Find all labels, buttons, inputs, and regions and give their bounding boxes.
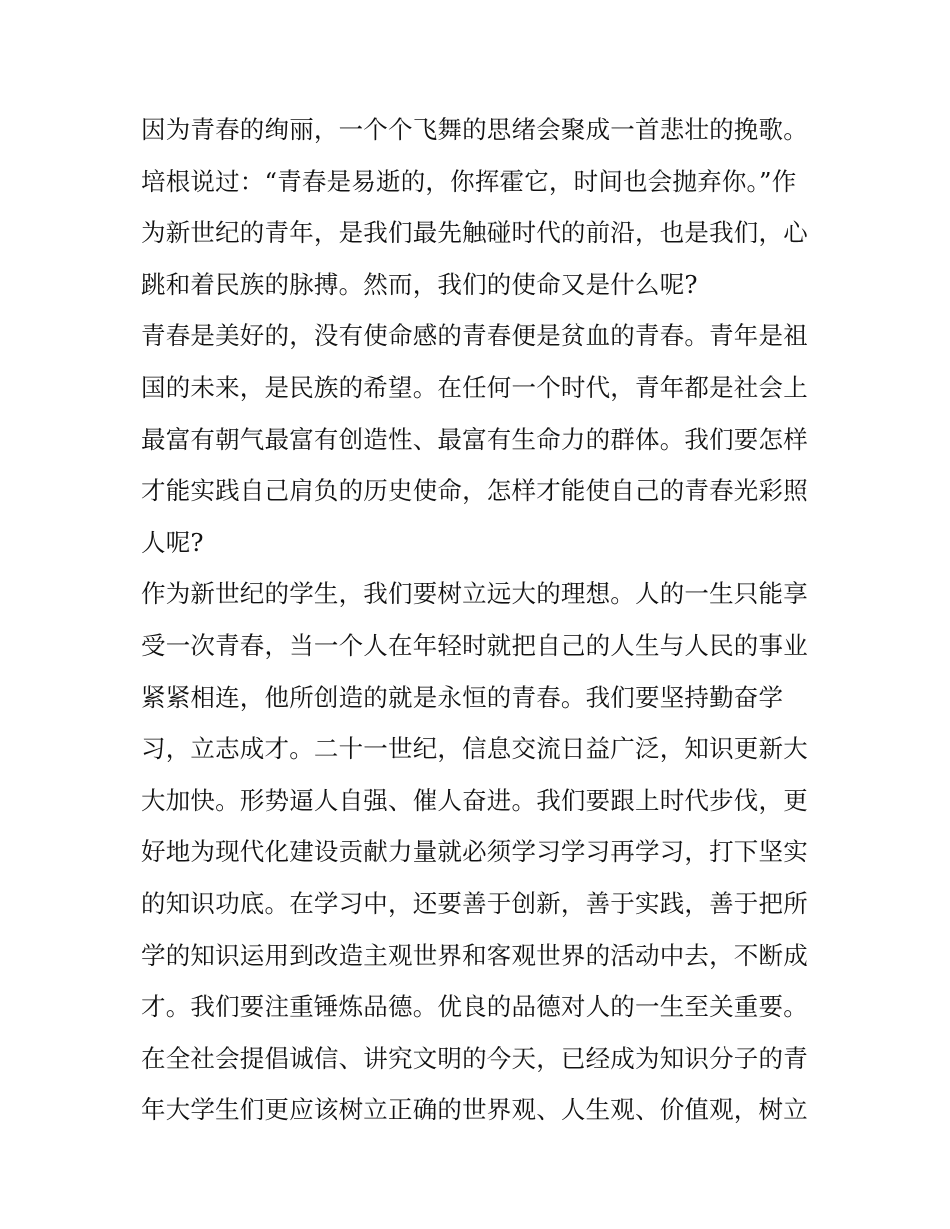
text-line-1: 因为青春的绚丽，一个个飞舞的思绪会聚成一首悲壮的挽歌。	[141, 115, 808, 144]
body-text	[141, 104, 821, 1136]
text-line-13: 习，立志成才。二十一世纪，信息交流日益广泛，知识更新大	[141, 734, 808, 764]
text-line-6: 国的未来，是民族的希望。在任何一个时代，青年都是社会上	[141, 372, 808, 402]
text-line-5: 青春是美好的，没有使命感的青春便是贫血的青春。青年是祖	[141, 321, 808, 351]
text-line-2: 培根说过：“青春是易逝的，你挥霍它，时间也会抛弃你。”作	[141, 166, 797, 196]
text-line-7: 最富有朝气最富有创造性、最富有生命力的群体。我们要怎样	[141, 424, 808, 454]
text-line-3: 为新世纪的青年，是我们最先触碰时代的前沿，也是我们，心	[141, 218, 808, 248]
text-line-11: 受一次青春，当一个人在年轻时就把自己的人生与人民的事业	[141, 630, 808, 660]
text-line-4: 跳和着民族的脉搏。然而，我们的使命又是什么呢?	[141, 269, 698, 299]
text-line-12: 紧紧相连，他所创造的就是永恒的青春。我们要坚持勤奋学	[141, 682, 784, 712]
text-line-15: 好地为现代化建设贡献力量就必须学习学习再学习，打下坚实	[141, 837, 808, 867]
text-line-20: 年大学生们更应该树立正确的世界观、人生观、价值观，树立	[141, 1095, 808, 1125]
text-line-16: 的知识功底。在学习中，还要善于创新，善于实践，善于把所	[141, 888, 808, 918]
text-line-18: 才。我们要注重锤炼品德。优良的品德对人的一生至关重要。	[141, 992, 808, 1022]
text-line-10: 作为新世纪的学生，我们要树立远大的理想。人的一生只能享	[141, 579, 808, 609]
text-line-8: 才能实践自己肩负的历史使命，怎样才能使自己的青春光彩照	[141, 476, 808, 506]
text-line-9: 人呢?	[141, 527, 204, 557]
text-line-17: 学的知识运用到改造主观世界和客观世界的活动中去，不断成	[141, 940, 808, 970]
text-line-14: 大加快。形势逼人自强、催人奋进。我们要跟上时代步伐，更	[141, 785, 808, 815]
text-line-19: 在全社会提倡诚信、讲究文明的今天，已经成为知识分子的青	[141, 1043, 808, 1073]
